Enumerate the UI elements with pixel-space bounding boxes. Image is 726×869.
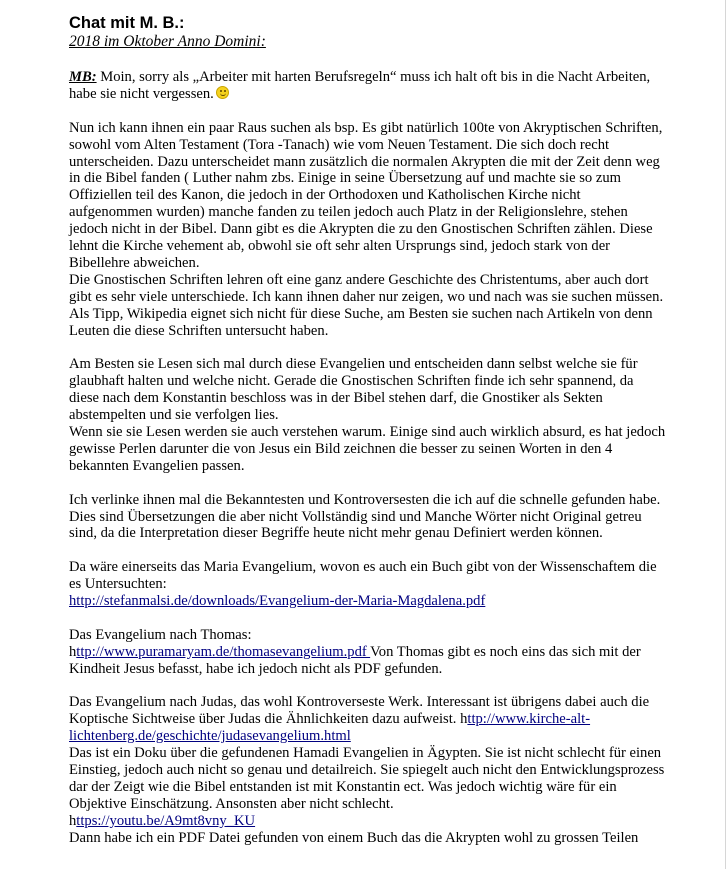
judas-evangelium-link[interactable]: ttp://www.kirche-alt-lichtenberg.de/geschichte/judasevangelium.html (69, 711, 591, 745)
thomas-prefix: h (69, 643, 77, 660)
youtube-prefix: h (69, 812, 77, 829)
spacer (69, 542, 667, 559)
intro-paragraph (69, 69, 667, 103)
paragraph-doku: Das ist ein Doku über die gefundenen Hamadi Evangelien in Ägypten. Sie ist nicht schlecht für einen Einstieg, jedoch auch nicht so genau und detailreich. Sie spiegelt auch nicht den Entwicklungsprozess dar der Zeigt wie die Bibel entstanden ist mit Konstantin ect. Was jedoch wichtig wäre für ein Objektive Einschätzung. Ansonsten aber nicht schlecht. (69, 745, 665, 812)
spacer (69, 475, 667, 492)
paragraph-translations: Dies sind Übersetzungen die aber nicht Vollständig sind und Manche Wörter nicht Original getreu sind, da die Interpretation dieser Begriffe heute nicht mehr genau Definiert werden können. (69, 508, 642, 542)
paragraph-judas (69, 694, 667, 745)
youtube-doku-link[interactable]: ttps://youtu.be/A9mt8vny_KU (76, 812, 256, 829)
paragraph-links-intro: Ich verlinke ihnen mal die Bekanntesten und Kontroversesten die ich auf die schnelle gefunden habe. (69, 491, 661, 508)
paragraph-reading: Am Besten sie Lesen sich mal durch diese Evangelien und entscheiden dann selbst welche sie für glaubhaft halten und welche nicht. Gerade die Gnostischen Schriften finde ich sehr spannend, da diese nach dem Konstantin beschloss was in der Bibel stehen darf, die Gnostiker als Sekten abstempelten und sie verfolgen lies. (69, 356, 638, 424)
maria-evangelium-link[interactable]: http://stefanmalsi.de/downloads/Evangelium-der-Maria-Magdalena.pdf (69, 593, 486, 610)
paragraph-pdf-book: Dann habe ich ein PDF Datei gefunden von einem Buch das die Akrypten wohl zu grossen Teilen (69, 829, 639, 846)
speaker-label: MB: (69, 69, 97, 85)
youtube-link-line (69, 813, 667, 830)
paragraph-gnostic: Die Gnostischen Schriften lehren oft eine ganz andere Geschichte des Christentums, aber auch dort gibt es sehr viele unterschiede. Ich kann ihnen daher nur zeigen, wo und nach was sie suchen müssen. Als Tipp, Wikipedia eignet sich nicht für diese Suche, am Besten sie suchen nach Artikeln von denn Leuten die diese Schriften untersucht haben. (69, 271, 664, 339)
spacer (69, 610, 667, 627)
intro-text: Moin, sorry als „Arbeiter mit harten Berufsregeln“ muss ich halt oft bis in die Nacht Arbeiten, habe sie nicht vergessen. (69, 69, 651, 102)
page-title: Chat mit M. B.: (69, 14, 185, 32)
paragraph-maria: Da wäre einerseits das Maria Evangelium, wovon es auch ein Buch gibt von der Wissenschaftem die es Untersuchten: (69, 559, 657, 593)
judas-text: Das Evangelium nach Judas, das wohl Kontroverseste Werk. Interessant ist übrigens dabei auch die Koptische Sichtweise über Judas die Ähnlichkeiten dazu aufweist. h (69, 694, 650, 728)
thomas-text: Von Thomas gibt es noch eins das sich mit der Kindheit Jesus befasst, habe ich jedoch nicht als PDF gefunden. (69, 643, 641, 677)
smiley-icon (216, 86, 229, 99)
maria-link-line (69, 593, 667, 610)
document-content (69, 14, 667, 847)
paragraph-apocrypha: Nun ich kann ihnen ein paar Raus suchen als bsp. Es gibt natürlich 100te von Akryptischen Schriften, sowohl vom Alten Testament (Tora -Tanach) wie vom Neuen Testament. Die sich doch recht unterscheiden. Dazu unterscheidet mann zusätzlich die normalen Akrypten die mit der Zeit denn weg in die Bibel fanden ( Luther nahm zbs. Einige in seine Übersetzung auf und machte sie so zum Offiziellen teil des Kanon, die jedoch in der Orthodoxen und Katholischen Kirche nicht aufgenommen wurden) manche fanden zu teilen jedoch auch Platz in der Religionslehre, stehen jedoch nicht in der Bibel. Dann gibt es die Akrypten die zu den Gnostischen Schriften zählen. Diese lehnt die Kirche vehement ab, obwohl sie oft sehr alten Ursprungs sind, jedoch stark von der Bibellehre abweichen. (69, 119, 663, 271)
spacer (69, 678, 667, 695)
paragraph-understanding: Wenn sie sie Lesen werden sie auch verstehen warum. Einige sind auch wirklich absurd, es hat jedoch gewisse Perlen darunter die von Jesus ein Bild zeichnen die besser zu seinen Worten in den 4 bekannten Evangelien passen. (69, 424, 666, 474)
thomas-evangelium-link[interactable]: ttp://www.puramaryam.de/thomasevangelium.pdf (76, 643, 371, 660)
page-subtitle: 2018 im Oktober Anno Domini: (69, 33, 266, 50)
thomas-label: Das Evangelium nach Thomas: (69, 626, 252, 643)
spacer (69, 51, 667, 69)
spacer (69, 103, 667, 120)
paragraph-thomas (69, 644, 667, 678)
spacer (69, 339, 667, 356)
